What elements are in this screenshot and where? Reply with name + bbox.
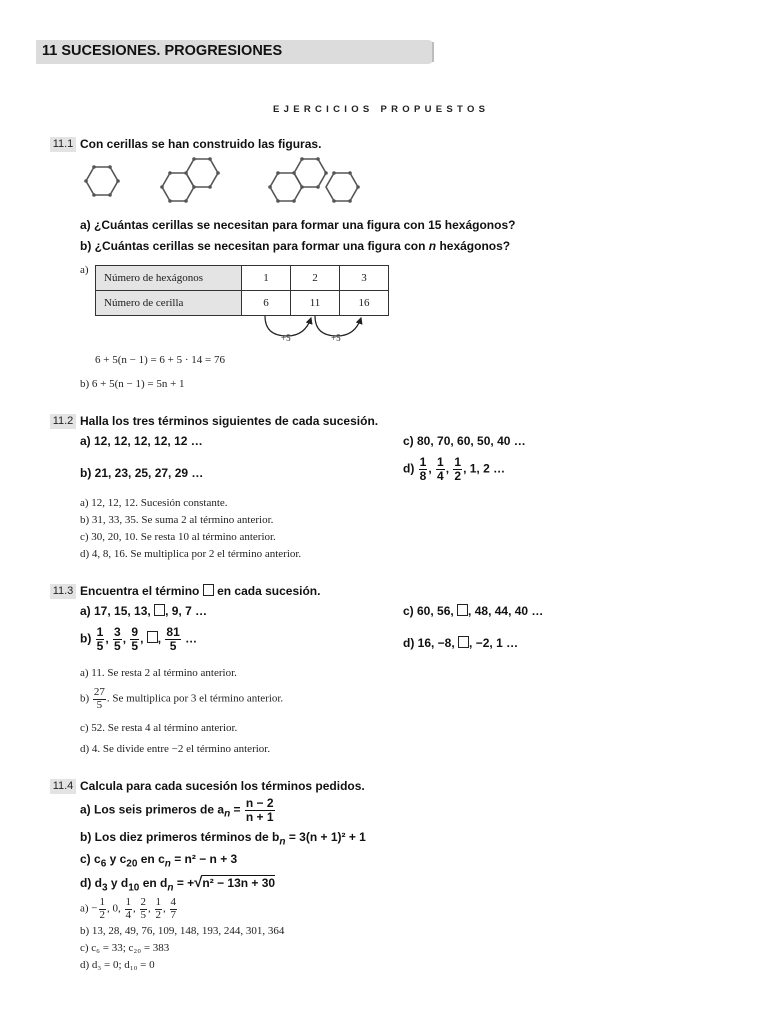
exercise-statement: Con cerillas se han construido las figuras. [80,137,322,151]
hexagon-figure-1 [86,167,118,195]
answer-line: b) 31, 33, 35. Se suma 2 al término anterior. [80,514,274,526]
answer-d: d) 4. Se divide entre −2 el término anterior. [80,743,271,755]
exercise-number: 11.2 [50,414,76,429]
exercise-statement: Encuentra el término en cada sucesión. [80,584,321,598]
table-cell: 2 [291,266,340,291]
hexagon-figures [78,156,378,216]
question-a: a) 17, 15, 13, , 9, 7 … [80,604,208,618]
answer-b: b) 6 + 5(n − 1) = 5n + 1 [80,378,185,390]
hexagon-figure-3 [270,159,358,201]
answer-a: a) 11. Se resta 2 al término anterior. [80,667,237,679]
table-cell: Número de cerilla [96,291,242,316]
arrow-label: +5 [331,333,341,343]
exercise-number: 11.3 [50,584,76,599]
blank-box-icon [147,631,158,643]
question-c: c) 60, 56, , 48, 44, 40 … [403,604,544,618]
blank-box-icon [203,584,214,596]
table-cell: 11 [291,291,340,316]
answer-b: b) $\frac{27}{5}$ . Se multiplica por 3 el término anterior. [80,686,284,711]
question-b: b) 21, 23, 25, 27, 29 … [80,466,204,480]
question-d: d) $\frac{1}{8}$ , $\frac{1}{4}$ , $\frac{1}{2}$ , 1, 2 … [403,455,506,483]
answer-a-calc: 6 + 5(n − 1) = 6 + 5 · 14 = 76 [95,354,226,366]
question-b: b) $\frac{1}{5}$ , $\frac{3}{5}$ , $\frac{9}{5}$ , , $\frac{81}{5}$ … [80,625,198,653]
exercise-statement: Calcula para cada sucesión los términos pedidos. [80,779,365,793]
hexagon-table [95,265,389,316]
exercise-number: 11.4 [50,779,76,794]
table-row [96,266,389,291]
exercise-statement: Halla los tres términos siguientes de cada sucesión. [80,414,379,428]
curved-arrow-icon [255,312,375,340]
answer-line: d) 4, 8, 16. Se multiplica por 2 el término anterior. [80,548,302,560]
question-d: d) $d_3$ y $d_{10}$ en $d_n = +√n^2 - 13n + 30$ [80,874,276,894]
blank-box-icon [458,636,469,648]
section-title: EJERCICIOS PROPUESTOS [273,104,490,115]
question-c: c) $c_6$ y $c_{20}$ en $c_n = n^2 - n + 3$ [80,852,238,870]
blank-box-icon [154,604,165,616]
answer-c: c) 52. Se resta 4 al término anterior. [80,722,238,734]
answer-line: a) 12, 12, 12. Sucesión constante. [80,497,228,509]
table-cell: 3 [340,266,389,291]
table-cell: 6 [242,291,291,316]
answer-c: c) c₆ = 33; c₂₀ = 383 [80,942,170,954]
question-c: c) 80, 70, 60, 50, 40 … [403,434,526,448]
question-b: b) ¿Cuántas cerillas se necesitan para formar una figura con n hexágonos? [80,239,511,253]
answer-a-label: a) [80,264,89,276]
chapter-title: 11 SUCESIONES. PROGRESIONES [42,43,283,59]
header-divider [432,42,434,62]
exercise-number: 11.1 [50,137,76,152]
blank-box-icon [457,604,468,616]
question-a: a) Los seis primeros de $a_n$ = $\frac{n - 2}{n + 1}$ [80,796,274,824]
answer-b: b) 13, 28, 49, 76, 109, 148, 193, 244, 301, 364 [80,925,285,937]
question-b: b) Los diez primeros términos de $b_n = 3(n + 1)^2 + 1$ [80,830,366,848]
table-cell: Número de hexágonos [96,266,242,291]
hexagon-figure-2 [162,159,218,201]
question-a: a) ¿Cuántas cerillas se necesitan para formar una figura con 15 hexágonos? [80,218,516,232]
question-d: d) 16, −8, , −2, 1 … [403,636,519,650]
answer-a: a) − $\frac{1}{2}$ , 0, $\frac{1}{4}$ , $\frac{2}{5}$ , $\frac{1}{2}$ , $\frac{4}{7}$ [80,896,176,921]
answer-line: c) 30, 20, 10. Se resta 10 al término anterior. [80,531,276,543]
table-cell: 1 [242,266,291,291]
table-cell: 16 [340,291,389,316]
answer-d: d) d₃ = 0; d₁₀ = 0 [80,959,155,971]
question-a: a) 12, 12, 12, 12, 12 … [80,434,203,448]
arrow-label: +5 [281,333,291,343]
